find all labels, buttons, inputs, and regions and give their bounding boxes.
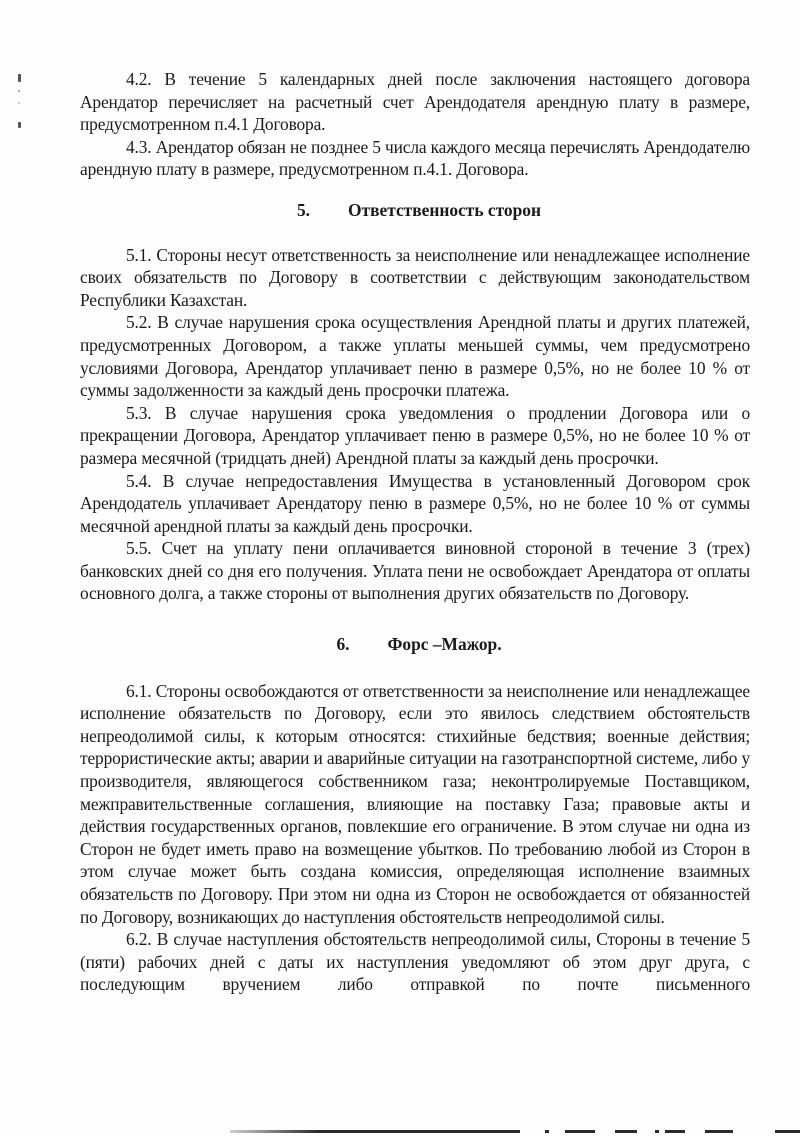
scan-speck — [18, 122, 21, 128]
section-5-title: Ответственность сторон — [348, 199, 541, 220]
section-6-title: Форс –Мажор. — [387, 634, 502, 655]
clause-6-2: 6.2. В случае наступления обстоятельств непреодолимой силы, Стороны в течение 5 (пяти) рабочих дней с даты их наступления уведомляют об этом друг друга, с последующим вручением либо отправкой по почте письменного — [80, 929, 750, 995]
clause-4-3: 4.3. Арендатор обязан не позднее 5 числа каждого месяца перечислять Арендодателю арендную плату в размере, предусмотренном п.4.1. Договора. — [80, 136, 750, 180]
section-5-heading — [80, 199, 750, 222]
scan-bottom-edge-line — [230, 1130, 520, 1133]
scan-bottom-dash — [665, 1130, 685, 1133]
scan-bottom-dash — [545, 1130, 549, 1133]
clause-5-2: 5.2. В случае нарушения срока осуществления Арендной платы и других платежей, предусмотренных Договором, а также уплаты меньшей суммы, чем предусмотрено условиями Договора, Арендатор уплачивает пеню в размере 0,5%, но не более 10 % от суммы задолженности за каждый день просрочки платежа. — [80, 312, 750, 401]
clause-5-5: 5.5. Счет на уплату пени оплачивается виновной стороной в течение 3 (трех) банковских дней со дня его получения. Уплата пени не освобождает Арендатора от оплаты основного долга, а также стороны от выполнения других обязательств по Договору. — [80, 538, 750, 604]
clause-6-1: 6.1. Стороны освобождаются от ответственности за неисполнение или ненадлежащее исполнение обязательств по Договору, если это явилось следствием обстоятельств непреодолимой силы, к которым относятся: стихийные бедствия; военные действия; террористические акты; аварии и аварийные ситуации на газотранспортной системе, либо у производителя, являющегося собственником газа; неконтролируемые Поставщиком, межправительственные соглашения, влияющие на поставку Газа; правовые акты и действия государственных органов, повлекшие его ограничение. В этом случае ни одна из Сторон не будет иметь право на возмещение убытков. По требованию любой из Сторон в этом случае может быть создана комиссия, определяющая исполнение взаимных обязательств по Договору. При этом ни одна из Сторон не освобождается от обязанностей по Договору, возникающих до наступления обстоятельств непреодолимой силы. — [80, 680, 750, 927]
scan-speck — [18, 90, 20, 92]
clause-5-4: 5.4. В случае непредоставления Имущества в установленный Договором срок Арендодатель уплачивает Арендатору пеню в размере 0,5%, но не более 10 % от суммы месячной арендной платы за каждый день просрочки. — [80, 470, 750, 536]
clause-5-1: 5.1. Стороны несут ответственность за неисполнение или ненадлежащее исполнение своих обязательств по Договору в соответствии с действующим законодательством Республики Казахстан. — [80, 244, 750, 310]
scan-bottom-dash — [565, 1130, 595, 1133]
clause-5-3: 5.3. В случае нарушения срока уведомления о продлении Договора или о прекращении Договора, Арендатор уплачивает пеню в размере 0,5%, но не более 10 % от размера месячной (тридцать дней) Арендной платы за каждый день просрочки. — [80, 402, 750, 468]
scan-speck — [18, 102, 20, 104]
scan-bottom-dash — [705, 1130, 733, 1133]
section-6-number: 6. — [336, 634, 350, 655]
section-6-heading — [80, 633, 750, 656]
scan-bottom-dash — [775, 1130, 800, 1133]
section-5-number: 5. — [296, 199, 311, 220]
scan-bottom-dash — [655, 1130, 659, 1133]
document-body — [80, 68, 750, 996]
clause-4-2: 4.2. В течение 5 календарных дней после заключения настоящего договора Арендатор перечисляет на расчетный счет Арендодателя арендную плату в размере, предусмотренном п.4.1 Договора. — [80, 69, 750, 135]
scan-margin-artifacts — [16, 74, 24, 134]
scan-speck — [18, 74, 21, 82]
scan-bottom-dash — [615, 1130, 637, 1133]
